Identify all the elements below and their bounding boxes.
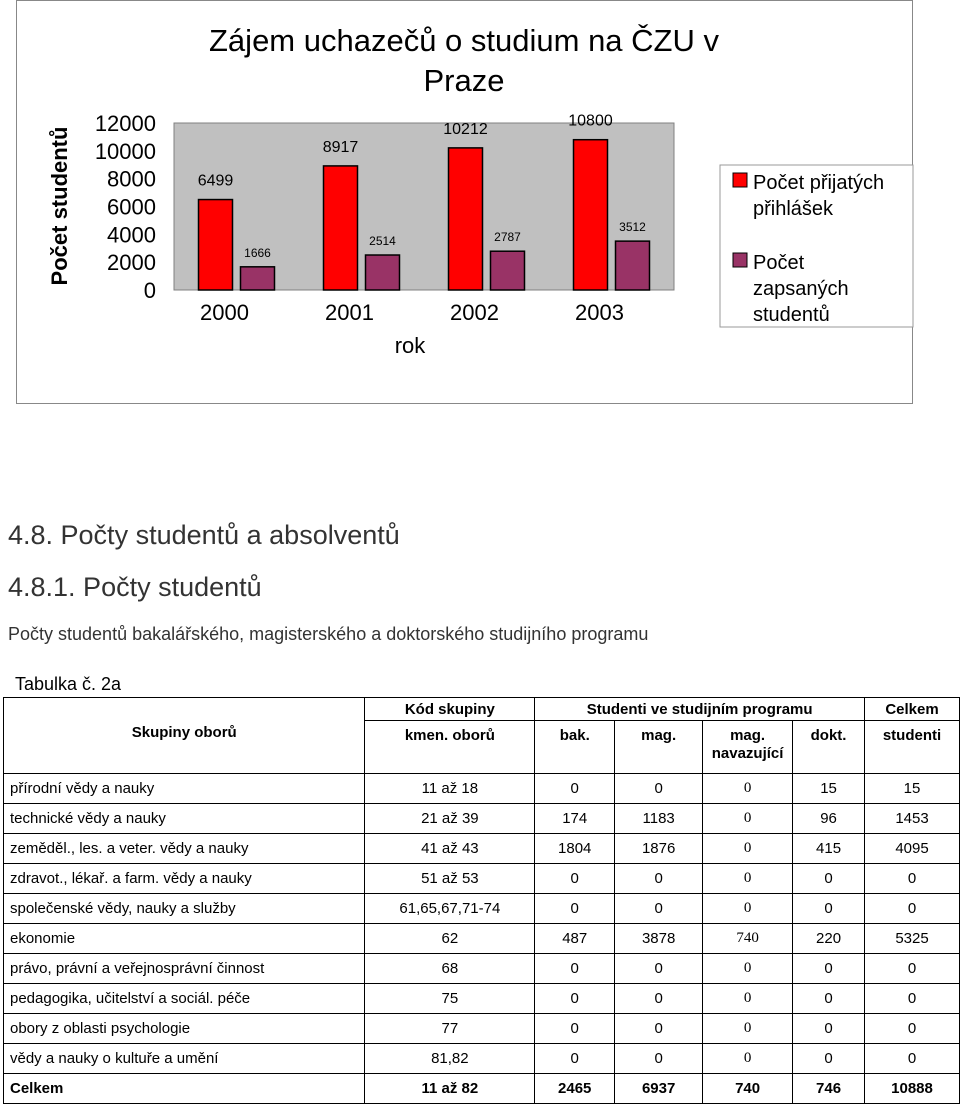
y-tick-label: 0	[143, 278, 156, 303]
table-row	[4, 984, 960, 1014]
x-axis-label: rok	[394, 333, 426, 358]
table-row	[4, 1044, 960, 1074]
cell-nav: 0	[703, 834, 793, 864]
cell-total: 5325	[865, 924, 960, 954]
header-code-sub: kmen. oborů	[365, 721, 535, 774]
x-tick-label: 2002	[450, 300, 499, 325]
y-tick-label: 8000	[107, 166, 156, 192]
cell-mag: 0	[615, 954, 703, 984]
header-mag-nav: mag. navazující	[703, 721, 793, 774]
cell-bak: 0	[535, 954, 615, 984]
table-header-row	[4, 698, 960, 721]
chart-title: Praze	[423, 63, 505, 98]
x-tick-label: 2000	[200, 300, 249, 325]
cell-bak: 1804	[535, 834, 615, 864]
cell-total: 15	[865, 774, 960, 804]
y-tick-label: 6000	[107, 194, 156, 220]
cell-mag: 6937	[615, 1074, 703, 1104]
data-label: 3512	[619, 220, 646, 235]
cell-nav: 0	[703, 864, 793, 894]
cell-mag: 1876	[615, 834, 703, 864]
cell-code: 62	[365, 924, 535, 954]
cell-nav: 0	[703, 894, 793, 924]
data-label: 2787	[494, 230, 521, 245]
cell-name: technické vědy a nauky	[4, 804, 365, 834]
cell-name: právo, právní a veřejnosprávní činnost	[4, 954, 365, 984]
legend-label: studentů	[753, 304, 830, 326]
cell-mag: 0	[615, 1014, 703, 1044]
cell-dokt: 0	[793, 984, 865, 1014]
cell-mag: 1183	[615, 804, 703, 834]
bar-enrolled	[241, 267, 275, 290]
cell-total: 0	[865, 1044, 960, 1074]
x-tick-label: 2001	[325, 300, 374, 325]
cell-code: 77	[365, 1014, 535, 1044]
section-heading: 4.8. Počty studentů a absolventů	[8, 520, 400, 550]
cell-bak: 0	[535, 864, 615, 894]
data-label: 8917	[322, 138, 359, 156]
cell-total: 0	[865, 894, 960, 924]
data-label: 10800	[568, 112, 613, 130]
cell-bak: 2465	[535, 1074, 615, 1104]
table-row	[4, 924, 960, 954]
table-row	[4, 1014, 960, 1044]
y-tick-label: 2000	[107, 250, 156, 276]
cell-mag: 0	[615, 984, 703, 1014]
cell-dokt: 0	[793, 864, 865, 894]
cell-code: 21 až 39	[365, 804, 535, 834]
table-row	[4, 954, 960, 984]
cell-code: 81,82	[365, 1044, 535, 1074]
header-bak: bak.	[535, 721, 615, 774]
x-tick-label: 2003	[575, 300, 624, 325]
cell-code: 11 až 18	[365, 774, 535, 804]
cell-mag: 0	[615, 864, 703, 894]
cell-name: zdravot., lékař. a farm. vědy a nauky	[4, 864, 365, 894]
cell-name: Celkem	[4, 1074, 365, 1104]
cell-mag: 0	[615, 894, 703, 924]
cell-name: pedagogika, učitelství a sociál. péče	[4, 984, 365, 1014]
table-label: Tabulka č. 2a	[15, 674, 122, 694]
cell-bak: 0	[535, 984, 615, 1014]
header-dokt: dokt.	[793, 721, 865, 774]
table-total-row	[4, 1074, 960, 1104]
cell-total: 0	[865, 1014, 960, 1044]
bar-accepted	[199, 200, 233, 290]
cell-total: 0	[865, 864, 960, 894]
legend-label: přihlášek	[753, 198, 834, 220]
cell-dokt: 0	[793, 1044, 865, 1074]
cell-bak: 487	[535, 924, 615, 954]
cell-code: 61,65,67,71-74	[365, 894, 535, 924]
data-label: 1666	[244, 245, 271, 260]
cell-nav: 0	[703, 804, 793, 834]
cell-bak: 0	[535, 1014, 615, 1044]
table-row	[4, 834, 960, 864]
bar-accepted	[574, 140, 608, 290]
cell-mag: 0	[615, 774, 703, 804]
bar-accepted	[324, 166, 358, 290]
data-label: 2514	[369, 234, 396, 249]
bar-enrolled	[366, 255, 400, 290]
legend-label: zapsaných	[753, 278, 849, 300]
table-row	[4, 804, 960, 834]
cell-total: 1453	[865, 804, 960, 834]
cell-nav: 0	[703, 1014, 793, 1044]
cell-nav: 0	[703, 954, 793, 984]
legend-swatch-accepted	[733, 173, 747, 187]
bar-accepted	[449, 148, 483, 290]
y-tick-label: 4000	[107, 222, 156, 248]
subsection-heading: 4.8.1. Počty studentů	[8, 572, 262, 602]
header-mag: mag.	[615, 721, 703, 774]
cell-name: společenské vědy, nauky a služby	[4, 894, 365, 924]
cell-mag: 0	[615, 1044, 703, 1074]
cell-total: 4095	[865, 834, 960, 864]
header-total-sub: studenti	[865, 721, 960, 774]
table-caption: Počty studentů bakalářského, magisterského a doktorského studijního programu	[8, 624, 649, 644]
cell-bak: 0	[535, 774, 615, 804]
bar-enrolled	[491, 251, 525, 290]
cell-name: zeměděl., les. a veter. vědy a nauky	[4, 834, 365, 864]
cell-name: ekonomie	[4, 924, 365, 954]
cell-nav: 740	[703, 924, 793, 954]
cell-code: 41 až 43	[365, 834, 535, 864]
cell-dokt: 96	[793, 804, 865, 834]
cell-nav: 0	[703, 984, 793, 1014]
cell-code: 11 až 82	[365, 1074, 535, 1104]
cell-name: vědy a nauky o kultuře a umění	[4, 1044, 365, 1074]
y-axis-label: Počet studentů	[47, 126, 72, 286]
cell-nav: 0	[703, 774, 793, 804]
header-groups: Skupiny oborů	[4, 698, 365, 774]
legend-label: Počet	[753, 252, 805, 274]
data-label: 10212	[443, 120, 488, 138]
cell-nav: 0	[703, 1044, 793, 1074]
cell-code: 51 až 53	[365, 864, 535, 894]
cell-mag: 3878	[615, 924, 703, 954]
table-row	[4, 864, 960, 894]
table-body	[4, 774, 960, 1104]
chart-container	[16, 0, 913, 404]
table-row	[4, 894, 960, 924]
header-programs: Studenti ve studijním programu	[535, 698, 865, 721]
students-table	[3, 697, 960, 1104]
y-tick-label: 12000	[94, 111, 156, 136]
cell-nav: 740	[703, 1074, 793, 1104]
cell-dokt: 0	[793, 894, 865, 924]
cell-total: 0	[865, 954, 960, 984]
cell-dokt: 220	[793, 924, 865, 954]
cell-dokt: 746	[793, 1074, 865, 1104]
cell-code: 75	[365, 984, 535, 1014]
data-label: 6499	[197, 172, 234, 190]
legend-swatch-enrolled	[733, 253, 747, 267]
cell-dokt: 15	[793, 774, 865, 804]
cell-name: přírodní vědy a nauky	[4, 774, 365, 804]
table-row	[4, 774, 960, 804]
cell-total: 0	[865, 984, 960, 1014]
cell-bak: 0	[535, 1044, 615, 1074]
cell-total: 10888	[865, 1074, 960, 1104]
chart-title: Zájem uchazečů o studium na ČZU v	[209, 23, 719, 58]
cell-bak: 174	[535, 804, 615, 834]
y-tick-label: 10000	[94, 138, 156, 164]
bar-chart	[17, 1, 914, 405]
cell-dokt: 415	[793, 834, 865, 864]
cell-dokt: 0	[793, 1014, 865, 1044]
cell-dokt: 0	[793, 954, 865, 984]
legend-label: Počet přijatých	[753, 172, 885, 194]
header-code: Kód skupiny	[365, 698, 535, 721]
cell-bak: 0	[535, 894, 615, 924]
header-total: Celkem	[865, 698, 960, 721]
cell-name: obory z oblasti psychologie	[4, 1014, 365, 1044]
bar-enrolled	[616, 241, 650, 290]
cell-code: 68	[365, 954, 535, 984]
